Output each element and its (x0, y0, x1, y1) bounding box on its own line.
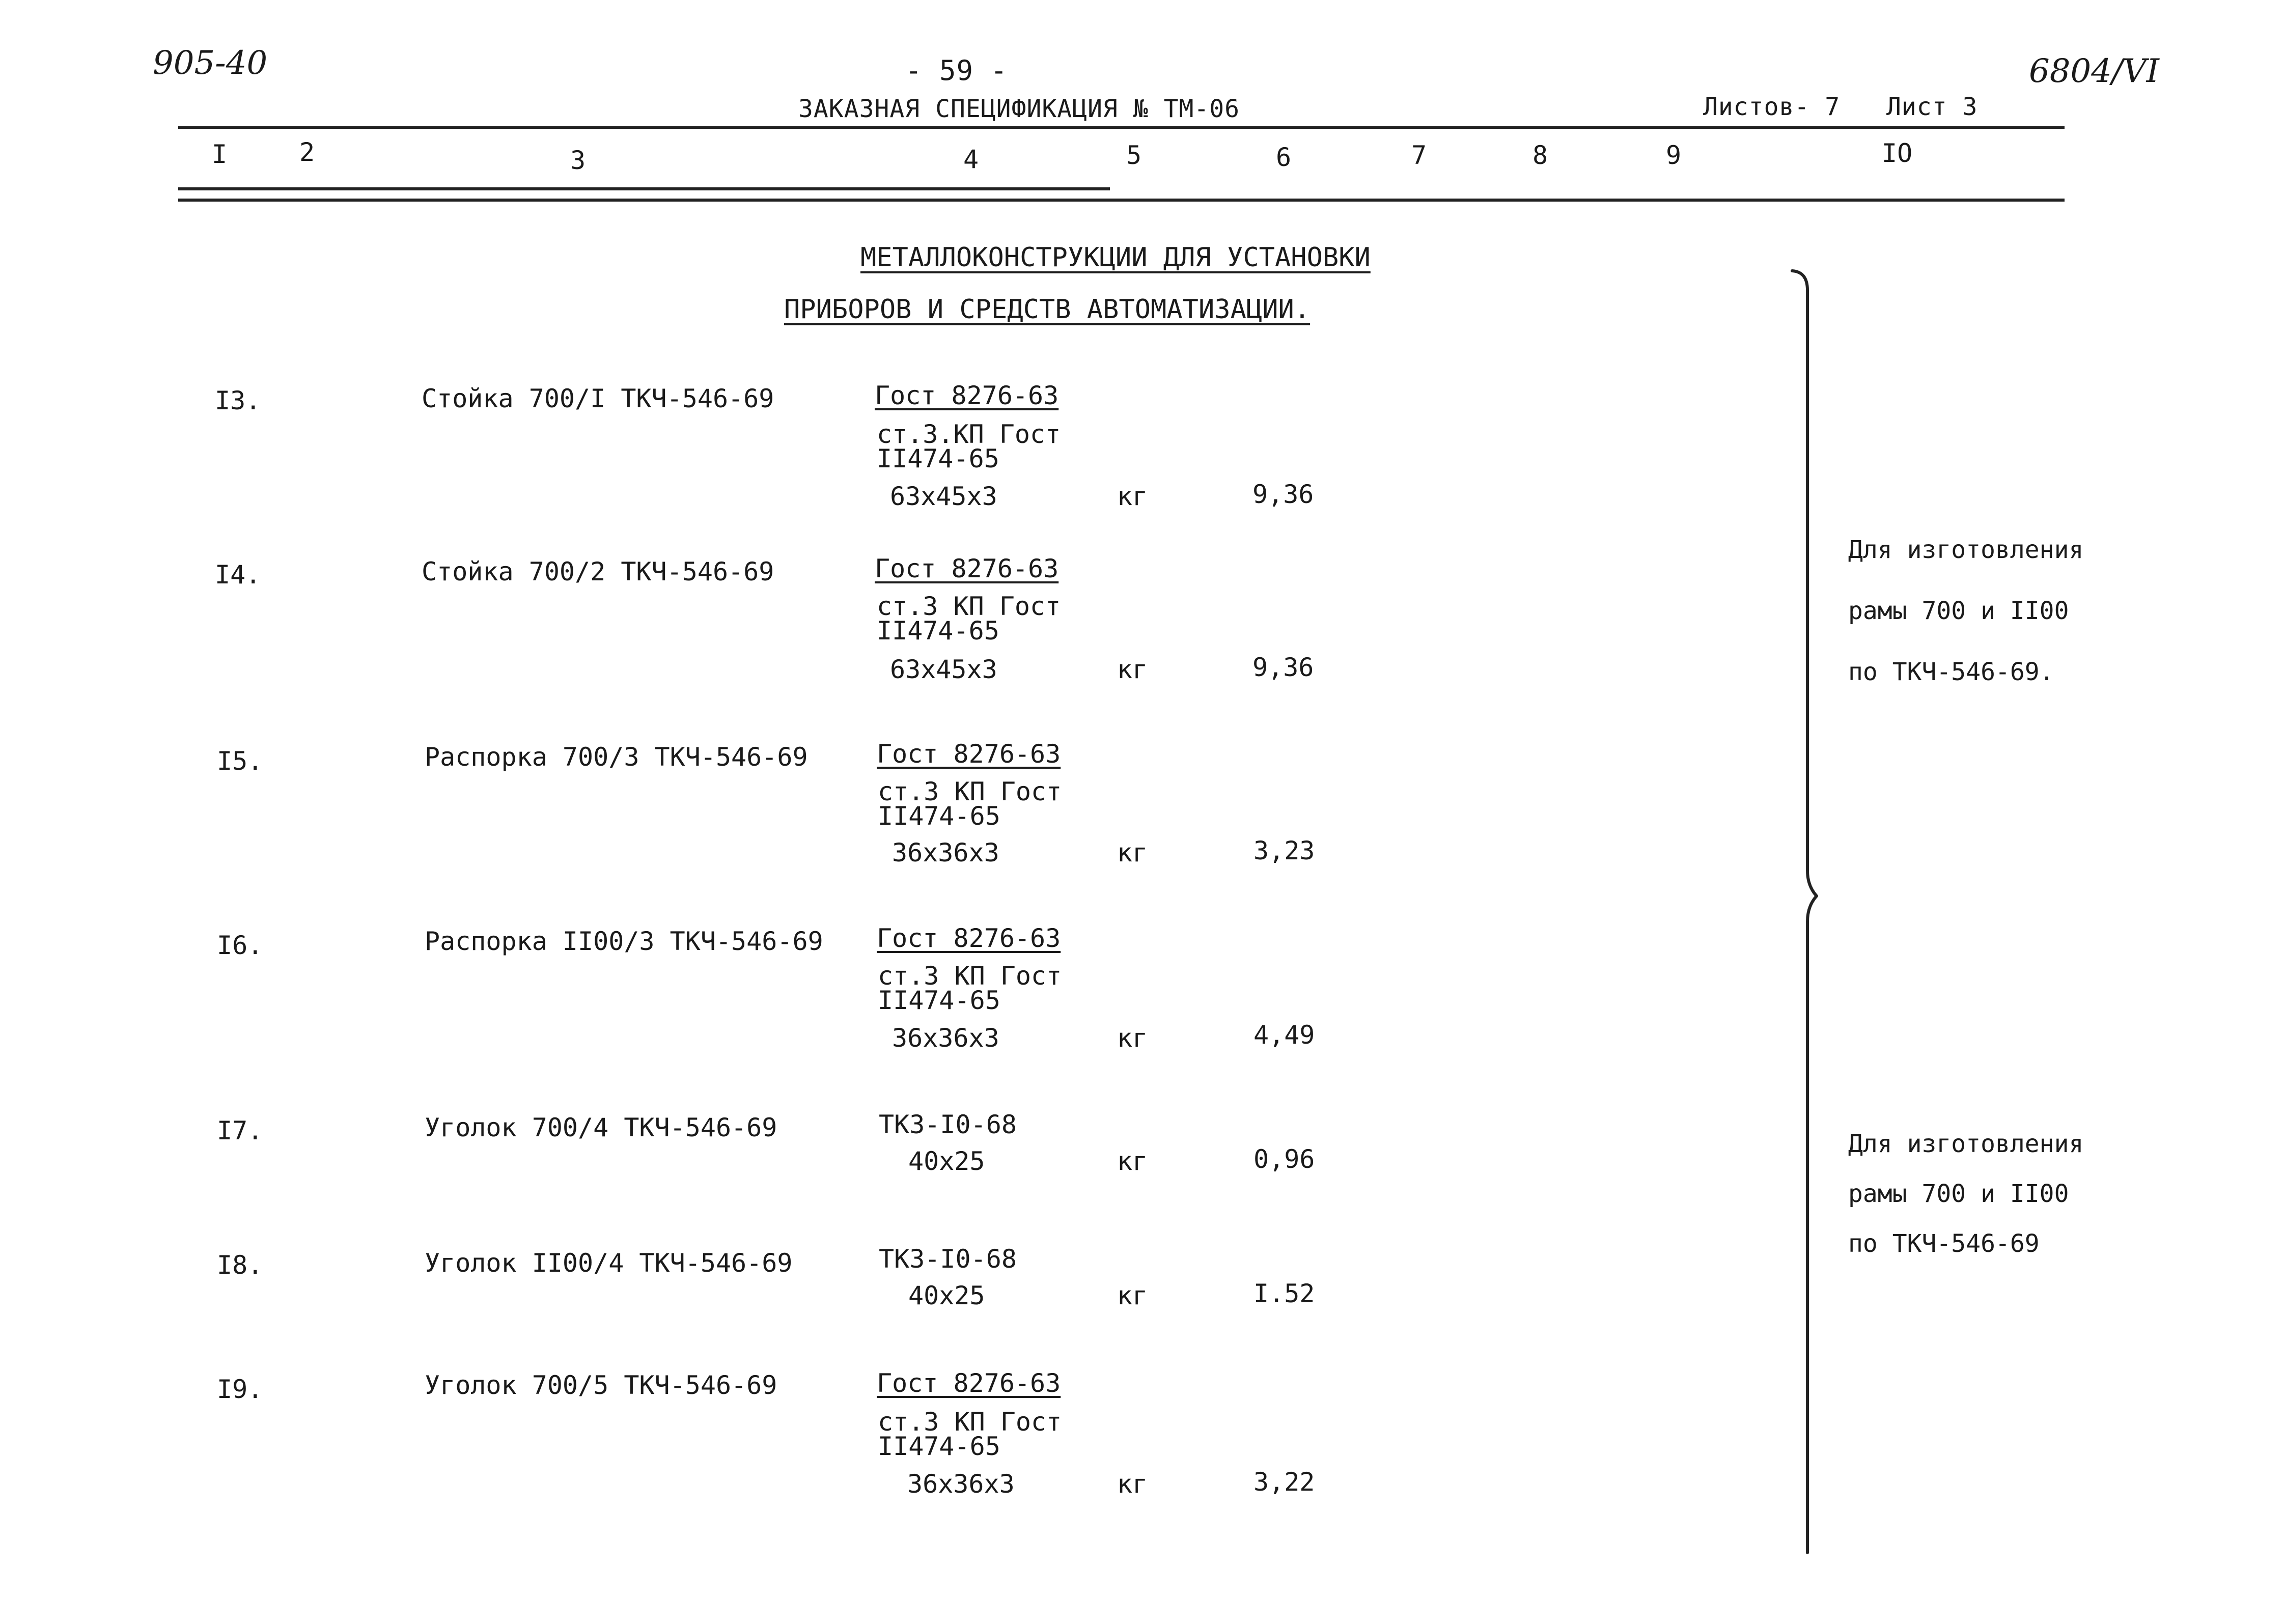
item-quantity: 3,22 (1253, 1467, 1315, 1497)
item-number: I8. (217, 1250, 263, 1280)
item-unit: кг (1117, 1281, 1148, 1310)
item-unit: кг (1117, 1023, 1148, 1053)
item-size: 36х36х3 (892, 838, 999, 867)
item-name: Стойка 700/I ТКЧ-546-69 (422, 384, 774, 413)
item-quantity: 3,23 (1253, 836, 1315, 865)
note-line: рамы 700 и II00 (1848, 597, 2069, 625)
item-steel-grade: ст.3 КП Гост (878, 961, 1062, 991)
item-size: 36х36х3 (907, 1469, 1015, 1499)
item-number: I7. (217, 1116, 263, 1145)
item-unit: кг (1117, 1469, 1148, 1499)
item-grade-standard: II474-65 (878, 1432, 1000, 1461)
item-grade-standard: II474-65 (878, 801, 1000, 831)
section-title-line1: МЕТАЛЛОКОНСТРУКЦИИ ДЛЯ УСТАНОВКИ (860, 242, 1371, 273)
column-number: 4 (963, 145, 979, 174)
spec-title: ЗАКАЗНАЯ СПЕЦИФИКАЦИЯ № ТМ-06 (798, 95, 1240, 123)
item-quantity: 0,96 (1253, 1144, 1315, 1174)
section-title-line2: ПРИБОРОВ И СРЕДСТВ АВТОМАТИЗАЦИИ. (784, 294, 1311, 325)
item-name: Уголок 700/5 ТКЧ-546-69 (425, 1370, 777, 1400)
item-size: 36х36х3 (892, 1023, 999, 1053)
note-line: по ТКЧ-546-69. (1848, 658, 2054, 686)
item-name: Распорка II00/3 ТКЧ-546-69 (425, 927, 823, 956)
item-grade-standard: II474-65 (878, 986, 1000, 1015)
sheet-current: Лист 3 (1886, 93, 1978, 121)
doc-code: 905-40 (153, 44, 268, 82)
note-second (1848, 1119, 2083, 1269)
item-size: 63х45х3 (890, 482, 997, 511)
item-name: Уголок 700/4 ТКЧ-546-69 (425, 1113, 777, 1142)
item-size: 40х25 (908, 1146, 985, 1176)
column-number: IO (1882, 138, 1913, 168)
column-number: I (212, 139, 228, 169)
header-mid-rule (178, 187, 1110, 190)
item-unit: кг (1117, 838, 1148, 867)
note-first (1848, 519, 2083, 703)
item-quantity: 9,36 (1252, 480, 1314, 509)
note-line: Для изготовления (1848, 536, 2084, 564)
header-bottom-rule (178, 199, 2065, 202)
column-number: 3 (570, 146, 586, 175)
item-grade-standard: II474-65 (877, 444, 999, 473)
item-number: I9. (217, 1375, 263, 1404)
item-number: I3. (215, 386, 261, 415)
item-name: Уголок II00/4 ТКЧ-546-69 (425, 1248, 793, 1278)
item-number: I6. (217, 931, 263, 960)
item-gost: Гост 8276-63 (877, 923, 1061, 953)
column-number: 5 (1126, 141, 1142, 170)
item-steel-grade: ст.3 КП Гост (878, 777, 1062, 806)
note-line: Для изготовления (1848, 1130, 2084, 1158)
item-size: 40х25 (908, 1281, 985, 1310)
item-number: I4. (215, 560, 261, 590)
item-steel-grade: ст.3.КП Гост (877, 419, 1061, 449)
note-line: по ТКЧ-546-69 (1848, 1229, 2040, 1258)
note-line: рамы 700 и II00 (1848, 1180, 2069, 1208)
item-gost: Гост 8276-63 (875, 381, 1059, 410)
item-size: 63х45х3 (890, 655, 997, 684)
item-quantity: I.52 (1253, 1279, 1315, 1308)
item-gost: Гост 8276-63 (877, 1368, 1061, 1398)
column-number: 6 (1276, 143, 1292, 172)
sheets-total: Листов- 7 (1703, 93, 1841, 121)
curly-brace-icon (1782, 265, 1843, 1558)
item-name: Стойка 700/2 ТКЧ-546-69 (422, 557, 774, 586)
item-grade-standard: II474-65 (877, 616, 999, 646)
column-number: 2 (299, 137, 315, 167)
column-number: 9 (1666, 141, 1682, 170)
column-number: 7 (1411, 141, 1427, 170)
item-unit: кг (1117, 1146, 1148, 1176)
page-number: - 59 - (905, 54, 1008, 87)
item-unit: кг (1117, 655, 1148, 684)
header-top-rule (178, 126, 2065, 129)
stamp-number: 6804/VI (2029, 52, 2159, 90)
item-number: I5. (217, 746, 263, 776)
item-gost: Гост 8276-63 (875, 554, 1059, 583)
item-name: Распорка 700/3 ТКЧ-546-69 (425, 742, 808, 772)
item-quantity: 9,36 (1252, 653, 1314, 682)
item-gost: ТКЗ-I0-68 (879, 1110, 1017, 1139)
item-steel-grade: ст.3 КП Гост (877, 592, 1061, 621)
column-number: 8 (1532, 141, 1548, 170)
item-unit: кг (1117, 482, 1148, 511)
item-quantity: 4,49 (1253, 1020, 1315, 1050)
item-steel-grade: ст.3 КП Гост (878, 1407, 1062, 1437)
item-gost: ТКЗ-I0-68 (879, 1244, 1017, 1274)
item-gost: Гост 8276-63 (877, 739, 1061, 769)
